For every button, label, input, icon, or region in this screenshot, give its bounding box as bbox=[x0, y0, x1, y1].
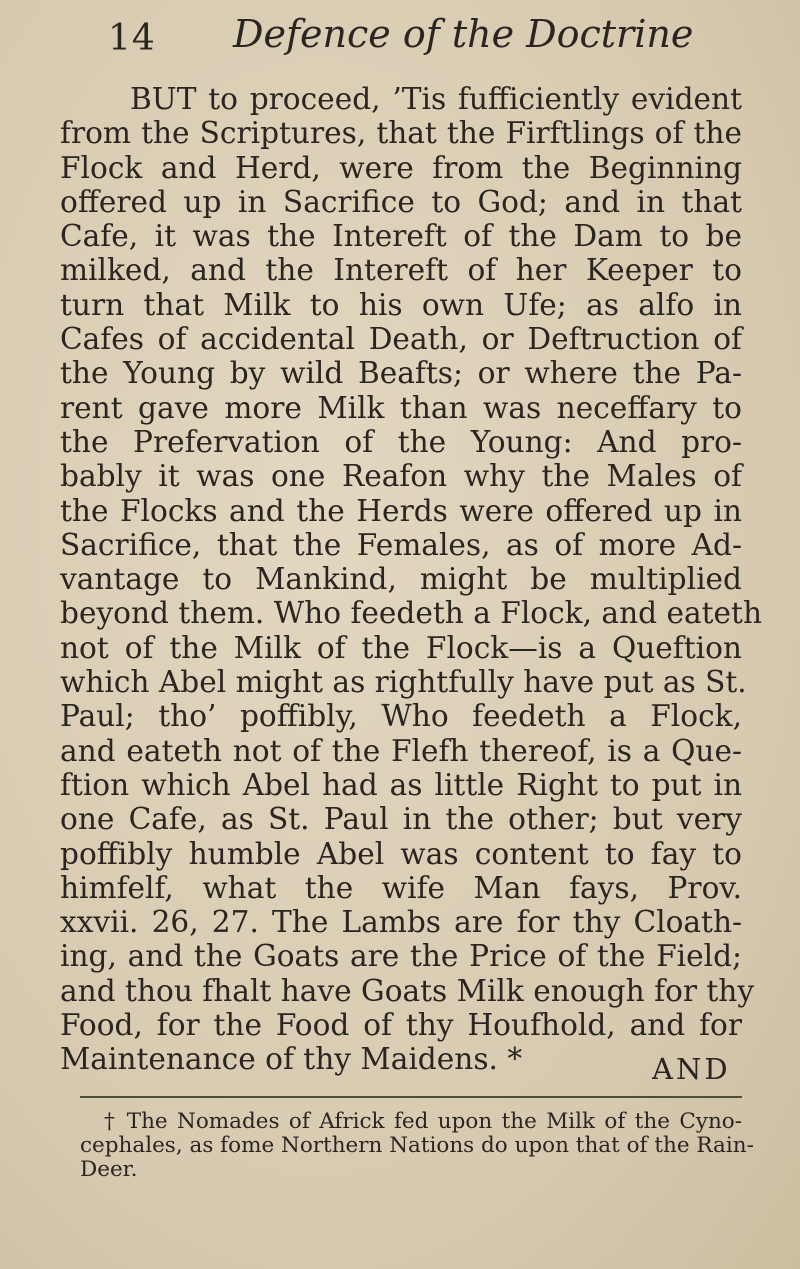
text-line: vantage to Mankind, might be multiplied bbox=[60, 562, 742, 597]
footnote bbox=[80, 1109, 754, 1182]
text-line: which Abel might as rightfully have put as St. bbox=[60, 665, 747, 700]
text-line: offered up in Sacrifice to God; and in that bbox=[60, 184, 742, 219]
text-line: Flock and Herd, were from the Beginning bbox=[60, 150, 742, 185]
text-line: ing, and the Goats are the Price of the Field; bbox=[60, 939, 742, 974]
running-head: Defence of the Doctrine bbox=[233, 12, 694, 56]
page-header bbox=[108, 10, 748, 70]
text-line: from the Scriptures, that the Firftlings of the bbox=[60, 116, 742, 151]
text-line: ftion which Abel had as little Right to put in bbox=[60, 767, 742, 802]
text-line: xxvii. 26, 27. The Lambs are for thy Cloath- bbox=[60, 905, 742, 940]
text-line: one Cafe, as St. Paul in the other; but very bbox=[60, 802, 742, 837]
text-line: Maintenance of thy Maidens. * bbox=[60, 1042, 523, 1077]
text-line: not of the Milk of the Flock—is a Queftion bbox=[60, 630, 742, 665]
text-line: Paul; tho’ poffibly, Who feedeth a Flock, bbox=[60, 699, 742, 734]
catchword: AND bbox=[652, 1052, 731, 1086]
text-line: and eateth not of the Flefh thereof, is a Que- bbox=[60, 733, 742, 768]
body-text bbox=[60, 82, 762, 1077]
text-line: beyond them. Who feedeth a Flock, and eateth bbox=[60, 596, 762, 631]
text-line: turn that Milk to his own Ufe; as alfo in bbox=[60, 287, 742, 322]
text-line: poffibly humble Abel was content to fay to bbox=[60, 836, 742, 871]
footnote-line: † The Nomades of Africk fed upon the Milk of the Cyno- bbox=[104, 1109, 742, 1134]
text-line: himfelf, what the wife Man fays, Prov. bbox=[60, 870, 742, 905]
text-line: Cafes of accidental Death, or Deftruction of bbox=[60, 322, 742, 357]
page-number: 14 bbox=[108, 18, 156, 59]
text-line: the Prefervation of the Young: And pro- bbox=[60, 424, 742, 459]
text-line: Cafe, it was the Intereft of the Dam to be bbox=[60, 219, 742, 254]
text-line: rent gave more Milk than was neceffary to bbox=[60, 390, 742, 425]
text-line: Sacrifice, that the Females, as of more Ad- bbox=[60, 527, 742, 562]
text-line: BUT to proceed, ’Tis fufficiently evident bbox=[130, 82, 742, 116]
text-line: bably it was one Reafon why the Males of bbox=[60, 459, 742, 494]
footnote-rule bbox=[80, 1096, 742, 1098]
text-line: the Flocks and the Herds were offered up in bbox=[60, 493, 742, 528]
text-line: milked, and the Intereft of her Keeper to bbox=[60, 253, 742, 288]
footnote-line: Deer. bbox=[80, 1157, 138, 1182]
text-line: and thou fhalt have Goats Milk enough for thy bbox=[60, 973, 755, 1008]
text-line: the Young by wild Beafts; or where the Pa- bbox=[60, 356, 742, 391]
text-line: Food, for the Food of thy Houfhold, and for bbox=[60, 1008, 742, 1043]
footnote-line: cephales, as fome Northern Nations do upon that of the Rain- bbox=[80, 1133, 754, 1158]
